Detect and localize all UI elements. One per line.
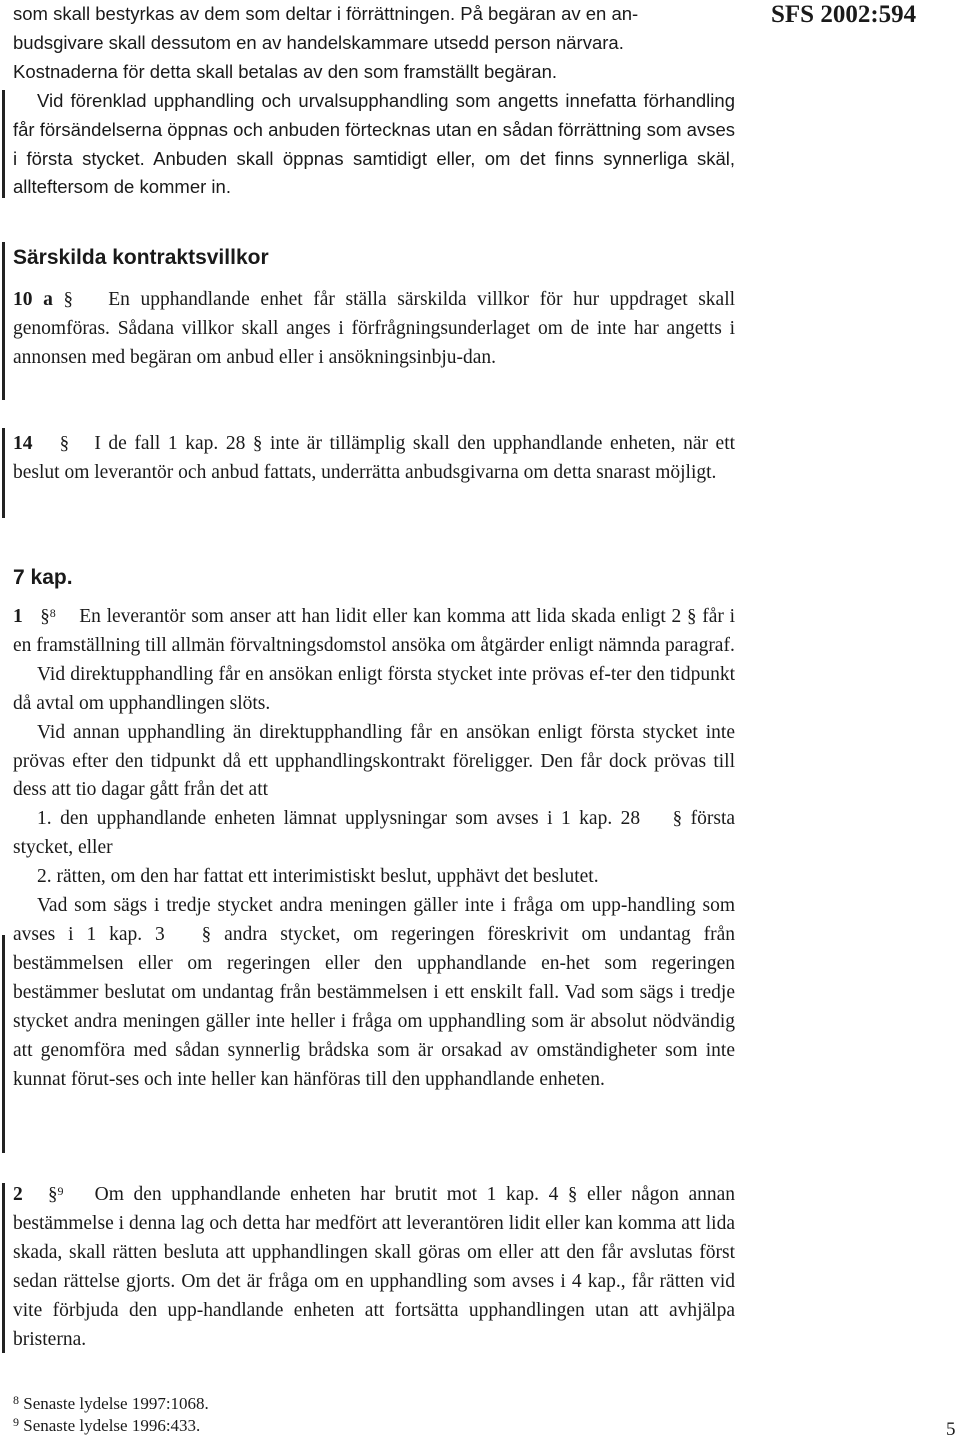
section-text: Om den upphandlande enheten har brutit mot 1 kap. 4 — [94, 1184, 559, 1205]
section-text: eller någon annan bestämmelse i denna lag och detta har medfört att leverantören lidit eller kan komma att lida skada, skall rätten besluta att upphandlingen skall göras om eller att den får avslutas först sedan rättelse gjorts. Om det är fråga om en upphandling som avses i 4 kap., får rätten vid vite förbjuda den upp-handlande enheten att fortsätta upphandlingen utan att avhjälpa bristerna. — [13, 1184, 736, 1350]
change-bar — [2, 90, 5, 198]
section-text: får i en framställning till allmän förvaltningsdomstol ansöka om åtgärder enligt nämnda paragraf. — [13, 606, 736, 656]
footnote-ref: 8 — [49, 606, 56, 620]
change-bar — [2, 1183, 5, 1353]
intro-line: budsgivare skall dessutom en av handelskammare utsedd person närvara. — [13, 31, 624, 53]
section-number: 14 — [13, 433, 33, 454]
section-symbol: § — [47, 1184, 58, 1205]
section-number: 10 a — [13, 289, 53, 310]
section-14 — [13, 430, 735, 488]
section-1 — [13, 603, 735, 1094]
section-number: 2 — [13, 1184, 23, 1205]
list-item-text: första stycket, eller — [13, 808, 736, 859]
paragraph: Vid direktupphandling får en ansökan enligt första stycket inte prövas ef-ter den tidpunkt då avtal om upphandlingen slöts. — [13, 663, 735, 714]
intro-line: som skall bestyrkas av dem som deltar i förrättningen. På begäran av en an- — [13, 3, 639, 24]
section-symbol: § — [40, 606, 50, 627]
section-number: 1 — [13, 606, 23, 627]
section-heading-block — [13, 244, 735, 272]
page-number: 5 — [946, 1419, 956, 1440]
section-10a — [13, 286, 735, 373]
section-symbol: § — [201, 923, 212, 945]
intro-line: Kostnaderna för detta skall betalas av den som framställt begäran. — [13, 60, 557, 82]
footnote-ref: 9 — [57, 1184, 64, 1198]
sfs-number: SFS 2002:594 — [771, 1, 917, 28]
section-symbol: § — [63, 289, 73, 310]
paragraph-text: Vad som sägs i tredje stycket andra meningen gäller inte i fråga om upp-handling som avses i 1 kap. 3 — [13, 895, 735, 945]
change-bar — [2, 428, 5, 518]
footnotes — [13, 1393, 209, 1437]
section-heading: Särskilda kontraktsvillkor — [13, 246, 269, 269]
footnote — [13, 1415, 209, 1437]
section-symbol: § — [687, 606, 697, 627]
section-symbol: § — [567, 1184, 578, 1205]
paragraph-simplified-procurement: Vid förenklad upphandling och urvalsupphandling som angetts innefatta förhandling får försändelserna öppnas och anbuden förtecknas utan en sådan förrättning som avses i första stycket. Anbuden skall öppnas samtidigt eller, om det finns synnerliga skäl, allteftersom de kommer in. — [13, 89, 735, 198]
change-bar — [2, 242, 5, 400]
section-text: I de fall 1 kap. 28 — [94, 433, 246, 454]
change-bar — [2, 935, 5, 1153]
list-item-text: 1. den upphandlande enheten lämnat upplysningar som avses i 1 kap. 28 — [37, 808, 641, 830]
footnote-number: 9 — [13, 1415, 19, 1429]
section-text: inte är tillämplig skall den upphandlande enheten, när ett beslut om leverantör och anbud fattats, underrätta anbudsgivarna om detta snarast möjligt. — [13, 433, 736, 483]
intro-block — [13, 0, 735, 202]
section-symbol: § — [252, 433, 263, 454]
chapter-heading: 7 kap. — [13, 566, 73, 589]
list-item — [13, 805, 735, 863]
paragraph-text: andra stycket, om regeringen föreskrivit om undantag från bestämmelsen eller om regeringen eller den upphandlande en-het som regeringen bestämmer beslutat om undantag från bestämmelsen i ett enskilt fall. Vad som sägs i tredje stycket andra meningen gäller inte heller i fråga om upphandling som är absolut nödvändig att genomföra med sådan synnerlig brådska som är orsakad av omständigheter som inte kunnat förut-ses och inte heller kan hänföras till den upphandlande enheten. — [13, 923, 736, 1090]
section-2 — [13, 1181, 735, 1354]
list-item: 2. rätten, om den har fattat ett interimistiskt beslut, upphävt det beslutet. — [37, 866, 599, 888]
chapter-block — [13, 564, 735, 592]
section-text: En leverantör som anser att han lidit eller kan komma att lida skada enligt 2 — [79, 606, 682, 627]
section-symbol: § — [59, 433, 70, 454]
paragraph — [13, 892, 735, 1094]
section-text: En upphandlande enhet får ställa särskilda villkor för hur uppdraget skall genomföras. Sådana villkor skall anges i förfrågningsunderlaget om de inte har angetts i annonsen med begäran om anbud eller i ansökningsinbju-dan. — [13, 289, 736, 368]
paragraph: Vid annan upphandling än direktupphandling får en ansökan enligt första stycket inte prövas efter den tidpunkt då ett upphandlingskontrakt föreligger. Den får dock prövas till dess att tio dagar gått från det att — [13, 721, 735, 801]
footnote-text: Senaste lydelse 1997:1068. — [23, 1394, 209, 1413]
footnote — [13, 1393, 209, 1415]
section-symbol: § — [672, 808, 683, 830]
footnote-text: Senaste lydelse 1996:433. — [23, 1416, 201, 1435]
footnote-number: 8 — [13, 1393, 19, 1407]
